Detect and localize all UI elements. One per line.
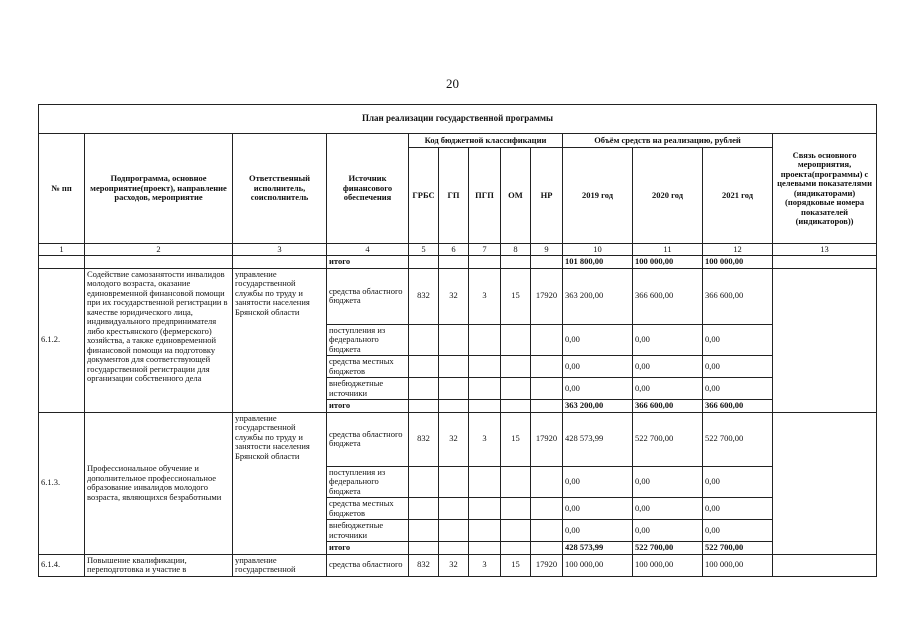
top-total-2019: 101 800,00 — [563, 256, 633, 269]
amount-y2021: 0,00 — [703, 520, 773, 542]
budget-code-grbs — [409, 324, 439, 356]
funding-source: средства областного — [327, 554, 409, 576]
budget-code-gp — [439, 378, 469, 400]
amount-y2019: 0,00 — [563, 356, 633, 378]
section-number: 6.1.3. — [39, 412, 85, 554]
section-name: Профессиональное обучение и дополнительное профессиональное образование инвалидов молодого возраста, являющихся безработными — [85, 412, 233, 554]
amount-y2019: 0,00 — [563, 520, 633, 542]
section-number: 6.1.4. — [39, 554, 85, 576]
header-2020: 2020 год — [633, 148, 703, 244]
budget-code-grbs: 832 — [409, 268, 439, 324]
amount-y2019: 428 573,99 — [563, 412, 633, 466]
top-total-2020: 100 000,00 — [633, 256, 703, 269]
budget-code-om — [501, 324, 531, 356]
page-number: 20 — [446, 76, 459, 91]
amount-y2019: 0,00 — [563, 466, 633, 498]
amount-y2021: 366 600,00 — [703, 268, 773, 324]
amount-y2019: 428 573,99 — [563, 542, 633, 555]
amount-y2019: 100 000,00 — [563, 554, 633, 576]
budget-code-nr: 17920 — [531, 554, 563, 576]
budget-code-om: 15 — [501, 412, 531, 466]
program-plan-table — [38, 104, 877, 577]
budget-code-gp — [439, 356, 469, 378]
budget-code-pgp — [469, 498, 501, 520]
column-number: 3 — [233, 244, 327, 256]
funding-source: средства местных бюджетов — [327, 356, 409, 378]
budget-code-pgp — [469, 378, 501, 400]
amount-y2020: 100 000,00 — [633, 554, 703, 576]
budget-code-nr — [531, 498, 563, 520]
header-source: Источник финансового обеспечения — [327, 134, 409, 244]
column-number: 10 — [563, 244, 633, 256]
header-name: Подпрограмма, основное мероприятие(проект), направление расходов, мероприятие — [85, 134, 233, 244]
budget-code-om — [501, 466, 531, 498]
amount-y2019: 0,00 — [563, 498, 633, 520]
column-number: 6 — [439, 244, 469, 256]
budget-code-pgp — [469, 356, 501, 378]
amount-y2021: 0,00 — [703, 498, 773, 520]
top-total-label: итого — [327, 256, 409, 269]
top-total-2021: 100 000,00 — [703, 256, 773, 269]
budget-code-pgp: 3 — [469, 554, 501, 576]
amount-y2020: 0,00 — [633, 520, 703, 542]
budget-code-grbs: 832 — [409, 554, 439, 576]
budget-code-grbs — [409, 400, 439, 413]
budget-code-nr — [531, 356, 563, 378]
amount-y2020: 522 700,00 — [633, 412, 703, 466]
indicator-link — [773, 268, 877, 412]
budget-code-gp — [439, 542, 469, 555]
amount-y2020: 522 700,00 — [633, 542, 703, 555]
header-num: № пп — [39, 134, 85, 244]
amount-y2020: 0,00 — [633, 498, 703, 520]
amount-y2021: 522 700,00 — [703, 542, 773, 555]
amount-y2020: 366 600,00 — [633, 268, 703, 324]
budget-code-gp: 32 — [439, 412, 469, 466]
section-responsible: управление государственной службы по труду и занятости населения Брянской области — [233, 412, 327, 554]
column-numbers-row — [39, 244, 877, 256]
funding-row — [39, 554, 877, 576]
header-2019: 2019 год — [563, 148, 633, 244]
column-number: 7 — [469, 244, 501, 256]
budget-code-nr — [531, 324, 563, 356]
section-number: 6.1.2. — [39, 268, 85, 412]
column-number: 12 — [703, 244, 773, 256]
budget-code-om: 15 — [501, 554, 531, 576]
funding-source: средства местных бюджетов — [327, 498, 409, 520]
funding-source: средства областного бюджета — [327, 268, 409, 324]
budget-code-grbs — [409, 542, 439, 555]
column-number: 13 — [773, 244, 877, 256]
amount-y2020: 0,00 — [633, 378, 703, 400]
header-gp: ГП — [439, 148, 469, 244]
amount-y2019: 0,00 — [563, 378, 633, 400]
header-nr: НР — [531, 148, 563, 244]
column-number: 11 — [633, 244, 703, 256]
column-number: 1 — [39, 244, 85, 256]
amount-y2020: 0,00 — [633, 356, 703, 378]
budget-code-nr — [531, 542, 563, 555]
document-table-wrapper — [38, 104, 876, 577]
amount-y2020: 0,00 — [633, 466, 703, 498]
amount-y2021: 0,00 — [703, 324, 773, 356]
header-responsible: Ответственный исполнитель, соисполнитель — [233, 134, 327, 244]
budget-code-grbs — [409, 466, 439, 498]
amount-y2021: 0,00 — [703, 356, 773, 378]
budget-code-om — [501, 542, 531, 555]
budget-code-pgp: 3 — [469, 268, 501, 324]
budget-code-om — [501, 520, 531, 542]
section-responsible: управление государственной — [233, 554, 327, 576]
section-name: Повышение квалификации, переподготовка и участие в — [85, 554, 233, 576]
budget-code-om — [501, 356, 531, 378]
amount-y2020: 0,00 — [633, 324, 703, 356]
funding-source: внебюджетные источники — [327, 378, 409, 400]
amount-y2021: 0,00 — [703, 466, 773, 498]
amount-y2021: 0,00 — [703, 378, 773, 400]
section-responsible: управление государственной службы по труду и занятости населения Брянской области — [233, 268, 327, 412]
column-number: 4 — [327, 244, 409, 256]
header-pgp: ПГП — [469, 148, 501, 244]
column-number: 9 — [531, 244, 563, 256]
amount-y2021: 366 600,00 — [703, 400, 773, 413]
budget-code-pgp — [469, 466, 501, 498]
budget-code-pgp — [469, 400, 501, 413]
header-link: Связь основного мероприятия, проекта(программы) с целевыми показателями (индикаторами) (порядковые номера показателей (индикаторов)) — [773, 134, 877, 244]
column-number: 8 — [501, 244, 531, 256]
budget-code-nr — [531, 378, 563, 400]
section-name: Содействие самозанятости инвалидов молодого возраста, оказание единовременной финансовой помощи при их государственной регистрации в качестве юридического лица, индивидуального предпринимателя либо крестьянского (фермерского) хозяйства, а также единовременной финансовой помощи на подготовку документов для соответствующей государственной регистрации для организации собственного дела — [85, 268, 233, 412]
header-grbs: ГРБС — [409, 148, 439, 244]
budget-code-gp — [439, 324, 469, 356]
budget-code-pgp: 3 — [469, 412, 501, 466]
header-2021: 2021 год — [703, 148, 773, 244]
funding-row — [39, 268, 877, 324]
funding-source: внебюджетные источники — [327, 520, 409, 542]
table-title: План реализации государственной программы — [39, 105, 877, 134]
budget-code-gp: 32 — [439, 268, 469, 324]
budget-code-nr: 17920 — [531, 412, 563, 466]
funding-source: итого — [327, 400, 409, 413]
budget-code-gp — [439, 520, 469, 542]
budget-code-pgp — [469, 542, 501, 555]
budget-code-om: 15 — [501, 268, 531, 324]
amount-y2021: 522 700,00 — [703, 412, 773, 466]
amount-y2019: 363 200,00 — [563, 268, 633, 324]
indicator-link — [773, 554, 877, 576]
amount-y2019: 363 200,00 — [563, 400, 633, 413]
budget-code-nr — [531, 466, 563, 498]
amount-y2019: 0,00 — [563, 324, 633, 356]
budget-code-pgp — [469, 324, 501, 356]
budget-code-om — [501, 378, 531, 400]
amount-y2021: 100 000,00 — [703, 554, 773, 576]
column-number: 2 — [85, 244, 233, 256]
budget-code-pgp — [469, 520, 501, 542]
budget-code-gp: 32 — [439, 554, 469, 576]
budget-code-nr: 17920 — [531, 268, 563, 324]
budget-code-grbs — [409, 378, 439, 400]
budget-code-nr — [531, 400, 563, 413]
funding-source: итого — [327, 542, 409, 555]
indicator-link — [773, 412, 877, 554]
header-om: ОМ — [501, 148, 531, 244]
budget-code-nr — [531, 520, 563, 542]
budget-code-grbs — [409, 356, 439, 378]
header-funding-group: Объём средств на реализацию, рублей — [563, 134, 773, 148]
amount-y2020: 366 600,00 — [633, 400, 703, 413]
budget-code-gp — [439, 400, 469, 413]
budget-code-grbs: 832 — [409, 412, 439, 466]
funding-source: поступления из федерального бюджета — [327, 466, 409, 498]
budget-code-grbs — [409, 520, 439, 542]
funding-source: средства областного бюджета — [327, 412, 409, 466]
funding-source: поступления из федерального бюджета — [327, 324, 409, 356]
budget-code-om — [501, 400, 531, 413]
budget-code-om — [501, 498, 531, 520]
budget-code-gp — [439, 466, 469, 498]
header-budget-code-group: Код бюджетной классификации — [409, 134, 563, 148]
budget-code-grbs — [409, 498, 439, 520]
top-total-row — [39, 256, 877, 269]
budget-code-gp — [439, 498, 469, 520]
funding-row — [39, 412, 877, 466]
column-number: 5 — [409, 244, 439, 256]
